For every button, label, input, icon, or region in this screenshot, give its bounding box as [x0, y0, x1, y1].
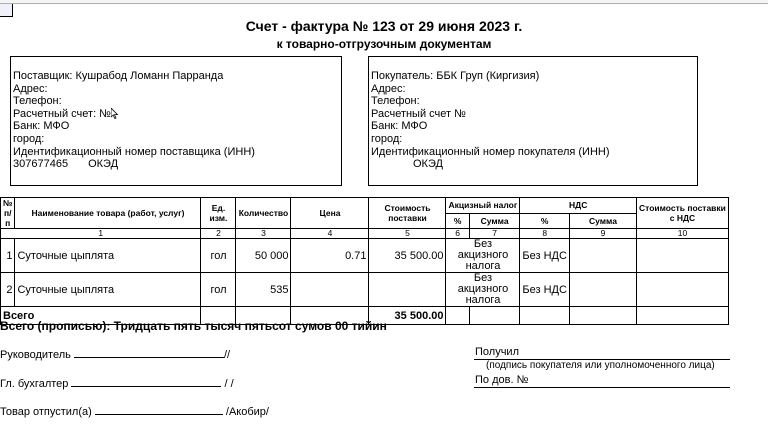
row-price: 0.71 [291, 239, 369, 273]
header-excise-pct: % [446, 213, 469, 229]
header-num: № п/п [1, 198, 15, 229]
released-label: Товар отпустил(а) [0, 406, 92, 418]
column-number-row [1, 229, 729, 239]
col-number: 5 [369, 229, 446, 239]
supplier-address: Адрес: [13, 82, 48, 95]
director-label: Руководитель [0, 349, 71, 361]
buyer-box [368, 56, 698, 186]
col-number: 2 [201, 229, 236, 239]
invoice-subtitle: к товарно-отгрузочным документам [276, 37, 492, 51]
header-unit: Ед. изм. [201, 198, 236, 229]
row-price [291, 273, 369, 307]
accountant-slash: / / [224, 378, 234, 390]
buyer-address: Адрес: [371, 82, 406, 95]
header-total: Стоимость поставки с НДС [636, 198, 728, 229]
header-name: Наименование товара (работ, услуг) [15, 198, 201, 229]
released-signature-line [0, 404, 269, 418]
invoice-title: Счет - фактура № 123 от 29 июня 2023 г. [245, 18, 523, 34]
row-cost [369, 273, 446, 307]
row-num: 2 [1, 273, 15, 307]
supplier-inn-value: 307677465 [13, 158, 69, 171]
row-total [636, 273, 728, 307]
col-number: 6 [446, 229, 469, 239]
proxy-label: По дов. № [475, 374, 529, 386]
supplier-city: город: [13, 132, 45, 145]
buyer-account: Расчетный счет № [371, 107, 466, 120]
table-header-row [1, 198, 729, 214]
row-qty: 50 000 [236, 239, 291, 273]
released-name: /Акобир/ [225, 406, 269, 418]
supplier-box [10, 56, 342, 186]
row-vat-sum [569, 273, 636, 307]
proxy-line [474, 387, 730, 388]
row-name: Суточные цыплята [15, 239, 201, 273]
supplier-inn-label: Идентификационный номер поставщика (ИНН) [13, 145, 255, 158]
header-excise-sum: Сумма [469, 213, 520, 229]
supplier-phone: Телефон: [13, 95, 62, 108]
supplier-inn-line [13, 158, 341, 171]
header-price: Цена [291, 198, 369, 229]
accountant-signature-line [0, 376, 234, 390]
col-number: 9 [569, 229, 636, 239]
row-excise: Без акцизного налога [446, 273, 520, 307]
header-vat: НДС [520, 198, 637, 214]
supplier-name: Поставщик: Кушрабод Ломанн Парранда [13, 70, 224, 82]
row-name: Суточные цыплята [15, 273, 201, 307]
col-number: 10 [636, 229, 728, 239]
buyer-okzd-line [371, 158, 697, 171]
col-number: 1 [1, 229, 201, 239]
header-vat-sum: Сумма [569, 213, 636, 229]
table-row [1, 239, 729, 273]
director-slash: // [223, 349, 231, 361]
buyer-city: город: [371, 132, 403, 145]
accountant-label: Гл. бухгалтер [0, 378, 69, 390]
row-unit: гол [201, 273, 236, 307]
supplier-bank: Банк: МФО [13, 120, 70, 133]
received-note: (подпись покупателя или уполномоченного лица) [486, 360, 715, 371]
row-unit: гол [201, 239, 236, 273]
supplier-account: Расчетный счет: № [13, 107, 111, 120]
total-label: Всего [1, 307, 201, 325]
col-number: 4 [291, 229, 369, 239]
row-vat-pct: Без НДС [520, 239, 570, 273]
amount-in-words: Всего (прописью): Тридцать пять тысяч пятьсот сумов 00 тийин [0, 319, 387, 333]
buyer-inn-label: Идентификационный номер покупателя (ИНН) [371, 145, 610, 158]
supplier-account-line [13, 108, 341, 121]
table-row [1, 273, 729, 307]
total-cost: 35 500.00 [369, 307, 446, 325]
row-excise: Без акцизного налога [446, 239, 520, 273]
buyer-bank: Банк: МФО [371, 120, 428, 133]
buyer-phone: Телефон: [371, 95, 420, 108]
col-number: 7 [469, 229, 520, 239]
header-vat-pct: % [520, 213, 570, 229]
row-total [636, 239, 728, 273]
row-num: 1 [1, 239, 15, 273]
row-vat-sum [569, 239, 636, 273]
window-top-bar [0, 0, 768, 4]
header-cost: Стоимость поставки [369, 198, 446, 229]
supplier-okzd: ОКЭД [88, 158, 119, 171]
mouse-cursor-icon [111, 108, 119, 118]
row-vat-pct: Без НДС [520, 273, 570, 307]
col-number: 3 [236, 229, 291, 239]
director-signature-line [0, 347, 230, 361]
row-qty: 535 [236, 273, 291, 307]
header-qty: Количество [236, 198, 291, 229]
col-number: 8 [520, 229, 570, 239]
corner-box [0, 4, 13, 17]
invoice-table [0, 197, 729, 325]
header-excise: Акцизный налог [446, 198, 520, 214]
buyer-name: Покупатель: ББК Груп (Киргизия) [371, 70, 540, 82]
buyer-okzd: ОКЭД [413, 158, 443, 171]
row-cost: 35 500.00 [369, 239, 446, 273]
received-label: Получил [475, 346, 519, 358]
